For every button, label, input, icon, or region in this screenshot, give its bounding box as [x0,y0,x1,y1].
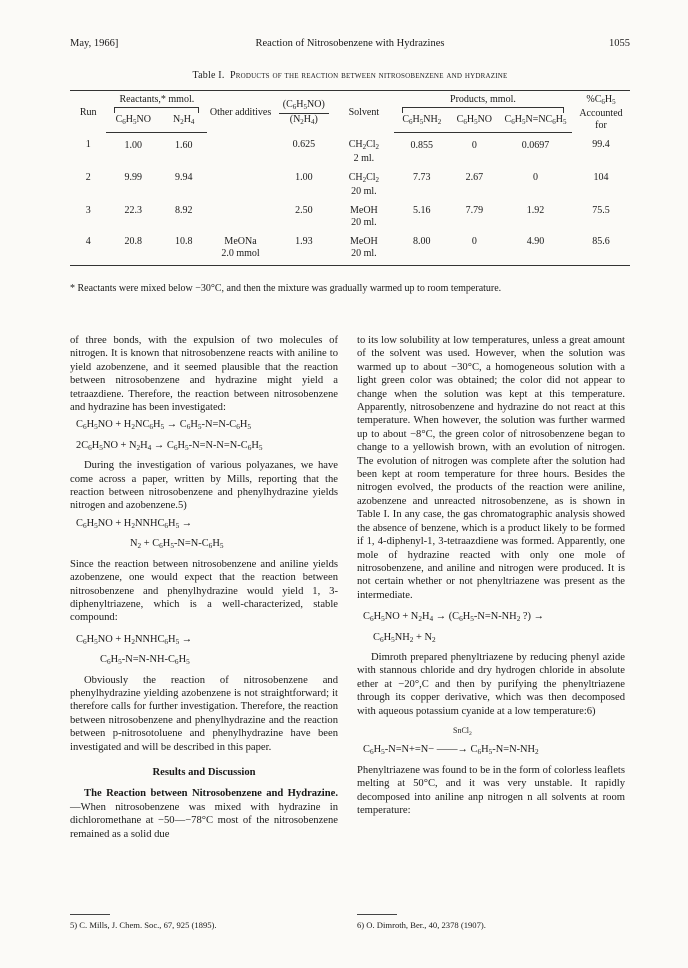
cell-acc: 75.5 [592,205,610,216]
cell-r2: 9.94 [174,172,193,183]
cell-ratio: 2.50 [295,205,313,216]
cell-solvent: $CH_2Cl_2$ 2 ml. [348,139,380,164]
header-other-additives: Other additives [207,91,274,133]
equation-3-line-2: $N_2 + C_6H_5-N=N-C_6H_5$ [130,538,224,551]
header-run: Run [70,91,106,133]
cell-r2: 1.60 [174,139,193,151]
cell-r1: 20.8 [106,229,160,266]
table-row [70,229,630,266]
cell-run: 2 [85,172,91,183]
cell-p3: 4.90 [499,229,572,266]
paragraph: Obviously the reaction of nitrosobenzene and phenylhydrazine yielding azobenzene is not straightforward; it therefore calls for further investigation. Therefore, the reaction between nitrosobenzene and phenylhydrazine and the reaction between p-nitrosotoluene and phenylhydrazine have been investigated and will be described in this paper. [70,674,338,753]
cell-p2: 0 [450,229,499,266]
cell-r1: 9.99 [124,172,143,183]
cell-r1: 22.3 [124,205,143,216]
cell-other [207,132,274,165]
cell-ratio: 1.93 [274,229,334,266]
table-title-text: Products of the reaction between nitrosobenzene and hydrazine [229,70,508,81]
article-running-title: Reaction of Nitrosobenzene with Hydrazines [255,38,445,49]
header-products: Products, mmol. [394,91,572,115]
header-reactant-hydrazine: $N_2H_4$ [160,114,207,132]
footnote-rule-right [357,914,397,915]
cell-other: MeONa 2.0 mmol [207,229,274,266]
paragraph: to its low solubility at low temperatures, unless a great amount of the solvent was used. However, when the solution was warmed up to about −30°C, a homogeneous solution with a light green color was obtained; the color did not appear to change when the solution was kept at this temperature. Apparently, nitrosobenzene and hydrazine do not react at this temperature. When however, the solution was further warmed up to about −8°C, the green color of nitrosobenzene began to change to a yellowish brown, with an evolution of nitrogen. The evolution of nitrogen was complete after the solution had been kept at room temperature for three hours. Besides the nitrogen evolved, the products of the reaction were aniline, azobenzene and unreacted nitrosobenzene, as is shown in Table I. In any case, the gas chromatographic analysis showed the absence of benzene, which is a product likely to be formed if 1, 4-diphenyl-1, 3-tetraazdiene was formed. Apparently, one mole of hydrazine reacted with only one mole of nitrosobenzene, and aniline and nitrogen were produced. It is not certain whether or not phenyltriazene was present as the intermediate. [357,335,625,601]
cell-run: 3 [85,205,91,216]
issue-date: May, 1966] [70,38,119,49]
cell-r2: 10.8 [160,229,207,266]
cell-p3: 1.92 [526,205,545,216]
cell-p3: 0 [533,172,538,183]
cell-solvent: $CH_2Cl_2$ 20 ml. [348,172,380,197]
cell-solvent: MeOH 20 ml. [349,205,378,228]
table-caption [70,70,630,81]
left-column [70,334,338,841]
paragraph: The Reaction between Nitrosobenzene and Hydrazine.—When nitrosobenzene was mixed with hydrazine in dichloromethane at −50—−78°C most of the nitrosobenzene remained as a solid due [70,788,338,840]
table-row [70,132,630,165]
header-product-azobenzene: $C_6H_5N=NC_6H_5$ [499,114,572,132]
cell-other [207,198,274,229]
page-number: 1055 [609,38,630,49]
cell-ratio: 0.625 [292,139,316,150]
cell-p1: 5.16 [413,205,431,216]
header-product-aniline: $C_6H_5NH_2$ [394,114,450,132]
table-row [70,198,630,229]
header-solvent: Solvent [334,91,394,133]
equation-4-line-1: $C_6H_5NO$ + $H_2NNHC_6H_5$ → [76,633,193,646]
header-accounted: $\%C_6H_5$ Accounted for [572,91,630,133]
equation-6: $C_6H_5-N=N+=N-$ ——→ $C_6H_5-N=N-NH_2$ [363,744,539,757]
footnote-5: 5) C. Mills, J. Chem. Soc., 67, 925 (1895). [70,920,217,930]
paragraph: During the investigation of various polyazanes, we have come across a paper, written by Mills, reporting that the reaction between nitrosobenzene and phenylhydrazine yields nitrogen and azobenzene.5) [70,460,338,512]
footnote-6: 6) O. Dimroth, Ber., 40, 2378 (1907). [357,920,486,930]
header-reactant-nitrosobenzene: $C_6H_5NO$ [106,114,160,132]
products-table [70,90,630,266]
equation-6-reagent: SnCl$_2$ [453,725,472,737]
cell-p2: 0 [471,139,477,151]
equation-1: $C_6H_5NO + H_2NC_6H_5 \to C_6H_5-N=N-C_6H_5$ [76,419,252,432]
subheading: The Reaction between Nitrosobenzene and Hydrazine. [84,788,338,800]
cell-p1: 8.00 [394,229,450,266]
cell-p2: 2.67 [465,172,484,183]
equation-3-line-1: $C_6H_5NO$ + $H_2NNHC_6H_5$ → [76,517,193,530]
equation-2: $2C_6H_5NO + N_2H_4 \to C_6H_5-N=N-N=N-C_6H_5$ [76,439,263,452]
cell-p1: 7.73 [413,172,431,183]
cell-p3: 0.0697 [521,139,550,151]
cell-acc: 85.6 [572,229,630,266]
cell-solvent: MeOH 20 ml. [334,229,394,266]
header-reactants: Reactants,* mmol. [106,91,207,115]
paragraph: Phenyltriazene was found to be in the form of colorless leaflets melting at 50°C, and it was very unstable. It rapidly decomposed into aniline anp nitrogen n all solvents at room temperature: [357,764,625,816]
equation-5-line-2: $C_6H_5NH_2 + N_2$ [373,631,436,644]
cell-ratio: 1.00 [295,172,313,183]
footnote-rule-left [70,914,110,915]
cell-acc: 104 [593,172,609,183]
header-ratio: $(C_6H_5NO)$ $(N_2H_4)$ [274,91,334,133]
table-row [70,165,630,198]
paragraph: Since the reaction between nitrosobenzene and aniline yields azobenzene, one would expect that the reaction between nitrosobenzene and phenylhydrazine would yield 1, 3-diphenyltriazene, which is a well-characterized, stable compound: [70,558,338,624]
equation-5-line-1: $C_6H_5NO + N_2H_4 \to (C_6H_5-N=N-NH_2$ ?) → [363,611,544,624]
right-column [357,334,625,817]
cell-r2: 8.92 [174,205,193,216]
table-footnote: * Reactants were mixed below −30°C, and then the mixture was gradually warmed up to room temperature. [70,283,502,294]
cell-p2: 7.79 [465,205,484,216]
cell-run: 4 [70,229,106,266]
cell-r1: 1.00 [124,139,143,151]
paragraph: Dimroth prepared phenyltriazene by reducing phenyl azide with stannous chloride and dry hydrogen chloride in absolute ether at −20°,C and then by purifying the phenyltriazene through its copper derivative, which was then decomposed with aqueous potassium cyanide at a low temperature:6) [357,651,625,717]
paragraph: of three bonds, with the expulsion of two molecules of nitrogen. It is known that nitrosobenzene reacts with aniline to yield azobenzene, and it seemed plausible that the reaction between nitrosobenzene and hydrazine might yield a tetraazdiene. Therefore, the reaction between nitrosobenzene and hydrazine has been investigated: [70,335,338,414]
section-heading: Results and Discussion [152,766,256,778]
cell-acc: 99.4 [592,139,610,150]
header-product-nitrosobenzene: $C_6H_5NO$ [450,114,499,132]
cell-other [207,165,274,198]
equation-4-line-2: $C_6H_5-N=N-NH-C_6H_5$ [100,654,190,667]
table-label: Table I. [192,70,225,81]
cell-run: 1 [85,139,91,150]
cell-p1: 0.855 [410,139,434,151]
